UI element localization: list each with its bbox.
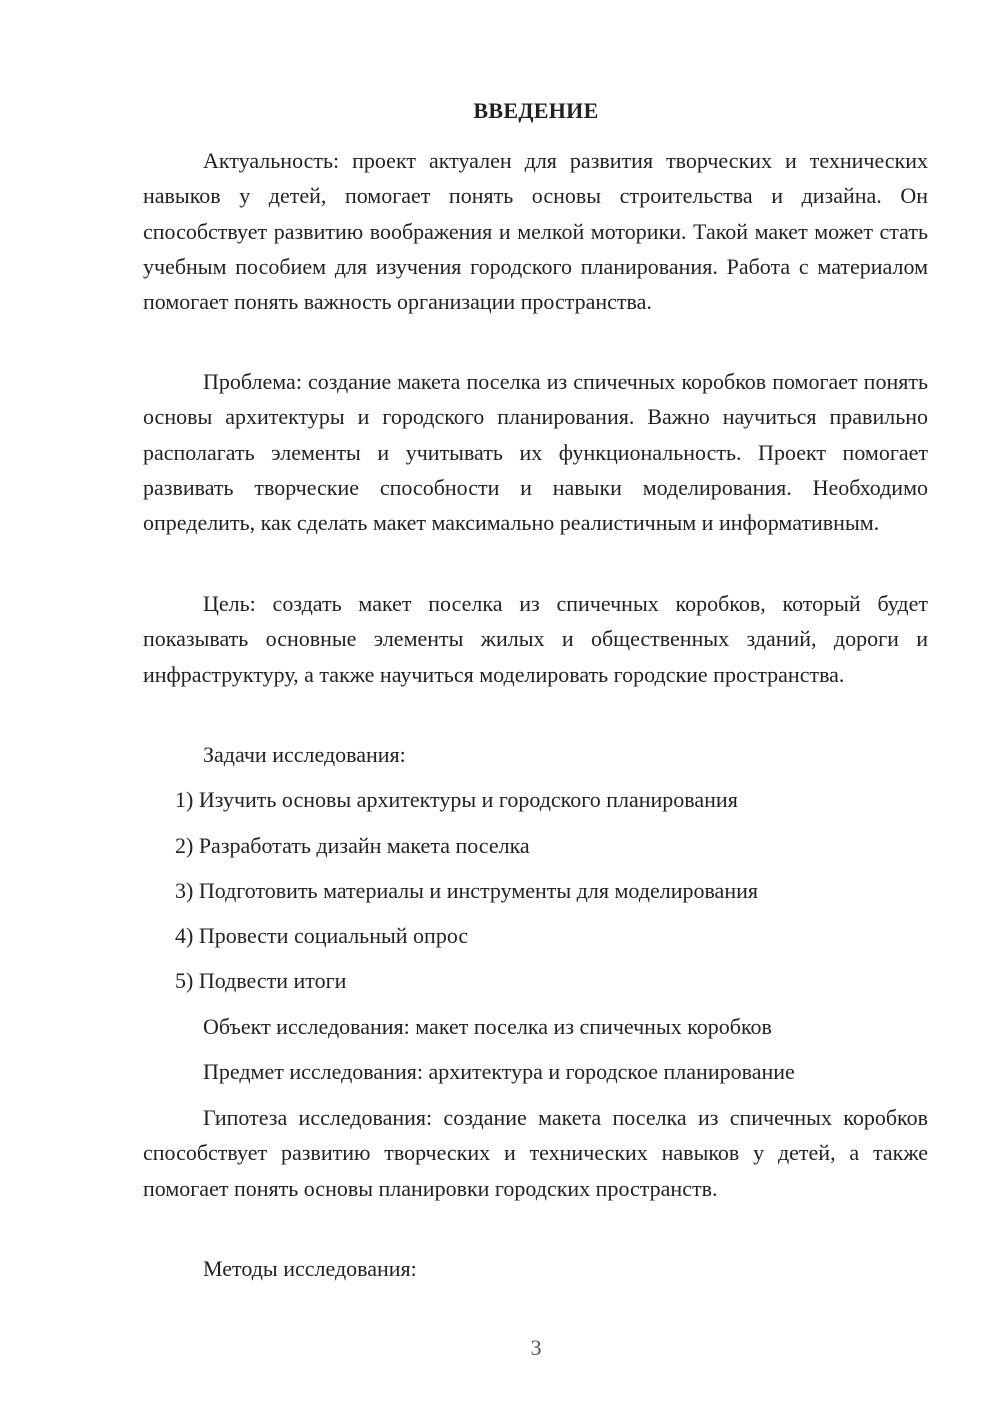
task-item: 2) Разработать дизайн макета поселка: [175, 833, 530, 858]
research-subject: Предмет исследования: архитектура и городское планирование: [203, 1059, 795, 1084]
task-item: 3) Подготовить материалы и инструменты для моделирования: [175, 878, 758, 903]
page-number: 3: [530, 1335, 542, 1360]
goal-paragraph: Цель: создать макет поселка из спичечных коробков, который будет показывать основные элементы жилых и общественных зданий, дороги и инфраструктуру, а также научиться моделировать городские пространства.: [143, 591, 928, 687]
task-item: 4) Провести социальный опрос: [175, 923, 469, 948]
relevance-paragraph: Актуальность: проект актуален для развития творческих и технических навыков у детей, помогает понять основы строительства и дизайна. Он способствует развитию воображения и мелкой моторики. Такой макет может стать учебным пособием для изучения городского планирования. Работа с материалом помогает понять важность организации пространства.: [143, 148, 928, 315]
tasks-heading: Задачи исследования:: [203, 742, 406, 767]
task-item: 5) Подвести итоги: [175, 968, 347, 993]
methods-heading: Методы исследования:: [203, 1256, 417, 1281]
hypothesis-paragraph: Гипотеза исследования: создание макета поселка из спичечных коробков способствует развитию творческих и технических навыков у детей, а также помогает понять основы планировки городских пространств.: [143, 1105, 928, 1201]
task-item: 1) Изучить основы архитектуры и городского планирования: [175, 787, 738, 812]
section-title: ВВЕДЕНИЕ: [473, 98, 599, 123]
problem-paragraph: Проблема: создание макета поселка из спичечных коробков помогает понять основы архитектуры и городского планирования. Важно научиться правильно располагать элементы и учитывать их функциональность. Проект помогает развивать творческие способности и навыки моделирования. Необходимо определить, как сделать макет максимально реалистичным и информативным.: [143, 369, 928, 536]
research-object: Объект исследования: макет поселка из спичечных коробков: [203, 1014, 772, 1039]
